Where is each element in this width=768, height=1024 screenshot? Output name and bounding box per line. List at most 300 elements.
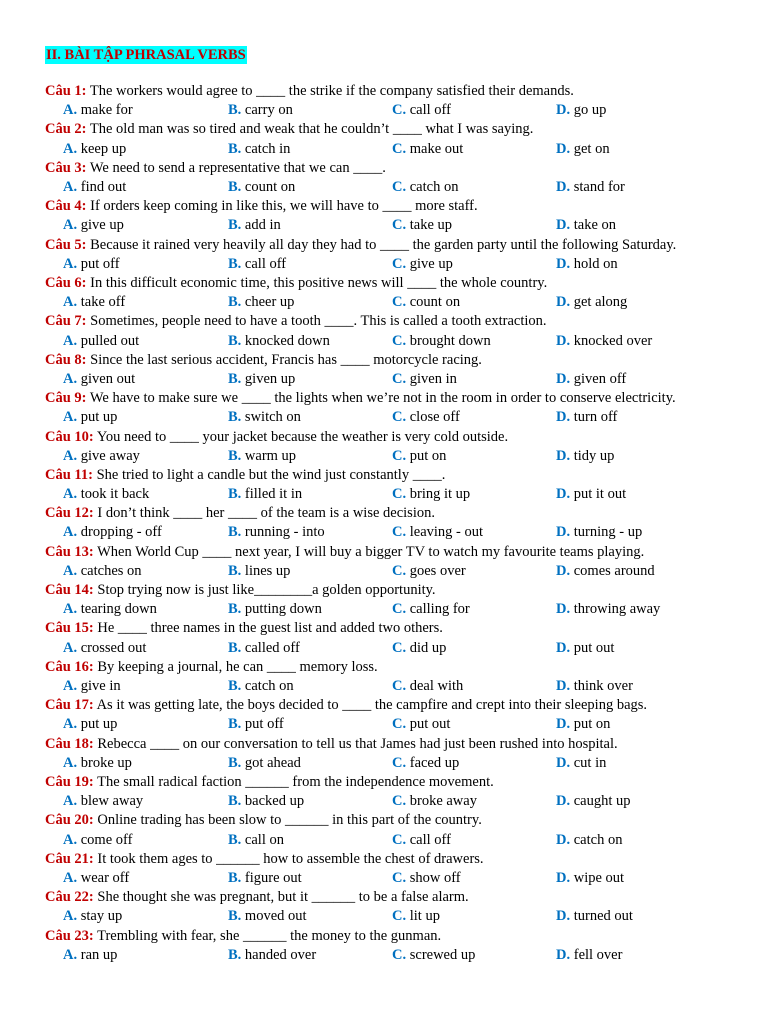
question-8 [45,351,745,389]
question-stem [45,274,745,293]
question-number: Câu 9: [45,390,87,407]
option-text: put on [409,447,447,464]
option-letter: A. [63,870,78,886]
question-11 [45,466,745,504]
option-letter: B. [228,716,242,733]
answer-options [45,792,745,811]
option-letter: D. [556,370,571,387]
option-d [556,946,622,965]
option-a [63,946,117,965]
question-stem [45,351,745,370]
question-stem [45,888,745,907]
option-text: tearing down [80,601,157,618]
answer-options [45,677,745,696]
option-d [556,293,627,312]
option-text: did up [409,639,447,656]
option-letter: B. [228,639,242,656]
option-a [63,332,139,351]
option-text: come off [80,831,133,848]
question-text: We need to send a representative that we can ____. [89,159,386,176]
option-text: stay up [80,908,123,925]
option-letter: A. [63,447,78,464]
option-c [392,332,491,351]
option-d [556,754,606,773]
option-letter: A. [63,754,78,771]
option-d [556,715,610,734]
option-letter: D. [556,255,571,272]
question-list [45,82,745,965]
option-letter: D. [556,102,571,119]
option-letter: B. [228,678,242,695]
option-letter: D. [556,294,571,311]
option-b [228,831,284,850]
option-a [63,408,117,427]
question-6 [45,274,745,312]
option-text: put out [573,639,615,656]
option-text: comes around [573,562,655,579]
option-letter: B. [228,332,242,349]
option-a [63,907,122,926]
option-d [556,101,606,120]
option-letter: C. [392,409,407,426]
option-text: leaving - out [409,524,484,541]
option-c [392,946,475,965]
answer-options [45,869,745,888]
option-c [392,677,463,696]
option-a [63,101,133,120]
option-c [392,523,483,542]
option-text: find out [80,178,127,195]
option-letter: C. [392,140,407,157]
question-stem [45,120,745,139]
option-d [556,792,631,811]
option-letter: D. [556,332,571,349]
option-letter: D. [556,678,571,695]
section-heading: II. BÀI TẬP PHRASAL VERBS [46,47,246,63]
option-a [63,523,162,542]
answer-options [45,408,745,427]
option-text: faced up [409,754,460,771]
question-text: In this difficult economic time, this positive news will ____ the whole country. [90,274,548,291]
question-text: You need to ____ your jacket because the weather is very cold outside. [96,428,509,445]
question-number: Câu 23: [45,927,94,944]
option-d [556,677,633,696]
option-text: wipe out [573,870,625,886]
option-d [556,639,614,658]
question-number: Câu 17: [45,697,94,714]
option-letter: D. [556,447,571,464]
option-text: bring it up [409,486,471,503]
option-text: take on [573,217,617,234]
option-a [63,485,149,504]
option-a [63,677,121,696]
option-letter: C. [392,524,407,541]
option-letter: B. [228,294,242,311]
option-text: think over [573,678,633,695]
option-text: add in [244,217,281,234]
option-text: turning - up [573,524,643,541]
question-text: The small radical faction ______ from the independence movement. [97,774,494,791]
option-text: brought down [409,332,491,349]
answer-options [45,754,745,773]
question-number: Câu 6: [45,274,87,291]
option-b [228,485,302,504]
question-4 [45,197,745,235]
answer-options [45,140,745,159]
option-letter: D. [556,639,571,656]
question-number: Câu 18: [45,735,94,752]
option-text: knocked over [573,332,653,349]
option-letter: A. [63,639,78,656]
question-number: Câu 7: [45,313,87,330]
option-letter: B. [228,946,242,963]
option-b [228,293,294,312]
option-a [63,370,135,389]
option-letter: C. [392,793,407,810]
option-letter: B. [228,793,242,810]
option-text: got ahead [244,754,301,771]
option-b [228,677,294,696]
option-text: given up [244,370,296,387]
option-c [392,255,453,274]
question-16 [45,658,745,696]
option-text: took it back [80,486,150,503]
question-text: The old man was so tired and weak that he couldn’t ____ what I was saying. [89,121,534,138]
option-d [556,831,622,850]
question-stem [45,619,745,638]
option-text: count on [409,294,461,311]
option-a [63,447,140,466]
option-text: catch on [244,678,294,695]
question-text: As it was getting late, the boys decided to ____ the campfire and crept into their sleeping bags. [96,697,648,714]
question-text: He ____ three names in the guest list and added two others. [97,620,443,637]
option-a [63,639,146,658]
option-text: hold on [573,255,618,272]
option-b [228,447,296,466]
option-letter: B. [228,562,242,579]
question-number: Câu 2: [45,121,87,138]
option-letter: A. [63,102,78,119]
option-letter: C. [392,217,407,234]
option-text: put on [573,716,611,733]
option-letter: C. [392,831,407,848]
question-number: Câu 20: [45,812,94,829]
question-number: Câu 12: [45,505,94,522]
question-stem [45,811,745,830]
question-stem [45,696,745,715]
option-d [556,216,616,235]
question-text: Sometimes, people need to have a tooth ____. This is called a tooth extraction. [90,313,547,330]
question-number: Câu 16: [45,658,94,675]
question-text: Trembling with fear, she ______ the money to the gunman. [97,927,442,944]
option-c [392,907,440,926]
option-text: give away [80,447,140,464]
option-letter: B. [228,255,242,272]
answer-options [45,907,745,926]
question-9 [45,389,745,427]
option-text: screwed up [409,946,476,963]
option-letter: D. [556,793,571,810]
option-b [228,140,290,159]
option-text: turned out [573,908,633,925]
option-text: filled it in [244,486,303,503]
question-text: By keeping a journal, he can ____ memory loss. [97,658,378,675]
option-d [556,447,614,466]
answer-options [45,485,745,504]
option-text: blew away [80,793,144,810]
option-letter: C. [392,370,407,387]
option-letter: D. [556,409,571,426]
option-letter: B. [228,178,242,195]
option-letter: D. [556,908,571,925]
option-text: given in [409,370,457,387]
option-text: put up [80,716,118,733]
question-stem [45,504,745,523]
option-d [556,140,610,159]
question-stem [45,773,745,792]
answer-options [45,178,745,197]
option-b [228,562,290,581]
question-21 [45,850,745,888]
option-letter: D. [556,524,571,541]
option-c [392,447,446,466]
option-letter: C. [392,754,407,771]
question-20 [45,811,745,849]
option-d [556,408,617,427]
option-c [392,370,457,389]
question-stem [45,735,745,754]
option-letter: C. [392,870,407,886]
question-text: Online trading has been slow to ______ in this part of the country. [97,812,482,829]
question-3 [45,159,745,197]
option-text: put off [80,255,120,272]
option-letter: C. [392,294,407,311]
option-c [392,792,477,811]
answer-options [45,255,745,274]
option-text: count on [244,178,296,195]
option-letter: A. [63,601,78,618]
question-17 [45,696,745,734]
option-b [228,101,293,120]
option-text: switch on [244,409,301,426]
option-letter: A. [63,524,78,541]
option-text: deal with [409,678,464,695]
option-a [63,754,132,773]
question-5 [45,236,745,274]
option-a [63,600,157,619]
option-c [392,178,458,197]
question-15 [45,619,745,657]
answer-options [45,101,745,120]
option-text: given off [573,370,627,387]
option-letter: C. [392,178,407,195]
option-text: put up [80,409,118,426]
question-22 [45,888,745,926]
option-c [392,140,463,159]
option-a [63,255,120,274]
option-c [392,715,450,734]
option-text: put off [244,716,284,733]
answer-options [45,370,745,389]
option-letter: B. [228,601,242,618]
option-b [228,715,284,734]
question-stem [45,543,745,562]
option-b [228,754,301,773]
option-letter: A. [63,793,78,810]
option-text: calling for [409,601,470,618]
worksheet-page [45,46,745,965]
option-text: lines up [244,562,291,579]
option-letter: B. [228,831,242,848]
option-text: cut in [573,754,607,771]
option-letter: C. [392,255,407,272]
question-text: We have to make sure we ____ the lights when we’re not in the room in order to conserve electricity. [89,390,676,407]
question-stem [45,236,745,255]
option-letter: B. [228,870,242,886]
option-letter: D. [556,562,571,579]
question-text: If orders keep coming in like this, we will have to ____ more staff. [90,198,478,215]
option-letter: B. [228,409,242,426]
option-text: call on [244,831,284,848]
answer-options [45,831,745,850]
question-number: Câu 19: [45,774,94,791]
option-letter: A. [63,409,78,426]
option-letter: A. [63,370,78,387]
option-text: given out [80,370,136,387]
option-text: fell over [573,946,623,963]
option-b [228,523,325,542]
answer-options [45,946,745,965]
option-text: warm up [244,447,297,464]
option-text: make out [409,140,464,157]
option-letter: C. [392,946,407,963]
question-stem [45,581,745,600]
option-letter: A. [63,562,78,579]
option-a [63,715,117,734]
option-text: catch on [573,831,623,848]
question-19 [45,773,745,811]
question-stem [45,466,745,485]
question-18 [45,735,745,773]
option-letter: B. [228,140,242,157]
answer-options [45,715,745,734]
option-letter: A. [63,678,78,695]
option-text: close off [409,409,460,426]
option-text: call off [409,831,451,848]
option-letter: B. [228,370,242,387]
option-d [556,523,642,542]
option-letter: B. [228,102,242,119]
option-text: backed up [244,793,305,810]
option-text: take up [409,217,453,234]
option-letter: A. [63,486,78,503]
question-stem [45,428,745,447]
option-c [392,293,460,312]
question-1 [45,82,745,120]
option-b [228,639,300,658]
option-a [63,178,126,197]
question-stem [45,197,745,216]
option-letter: A. [63,908,78,925]
answer-options [45,447,745,466]
question-text: When World Cup ____ next year, I will buy a bigger TV to watch my favourite teams playing. [97,543,645,560]
question-text: I don’t think ____ her ____ of the team is a wise decision. [97,505,435,522]
question-number: Câu 5: [45,236,87,253]
question-text: It took them ages to ______ how to assemble the chest of drawers. [97,850,484,867]
answer-options [45,523,745,542]
option-text: get along [573,294,628,311]
option-text: stand for [573,178,625,195]
option-b [228,600,322,619]
option-d [556,485,626,504]
option-text: make for [80,102,133,119]
question-stem [45,658,745,677]
question-text: Rebecca ____ on our conversation to tell us that James had just been rushed into hospital. [97,735,618,752]
option-b [228,408,301,427]
option-text: give up [80,217,124,234]
option-letter: C. [392,639,407,656]
option-text: broke away [409,793,477,810]
option-letter: D. [556,601,571,618]
question-number: Câu 15: [45,620,94,637]
answer-options [45,562,745,581]
option-letter: C. [392,562,407,579]
option-text: broke up [80,754,132,771]
question-10 [45,428,745,466]
option-text: figure out [244,870,302,886]
option-c [392,562,466,581]
option-c [392,639,446,658]
option-text: running - into [244,524,325,541]
option-b [228,332,330,351]
option-text: caught up [573,793,631,810]
option-text: ran up [80,946,118,963]
option-letter: A. [63,946,78,963]
question-2 [45,120,745,158]
option-letter: C. [392,601,407,618]
option-letter: B. [228,908,242,925]
option-b [228,178,295,197]
question-number: Câu 22: [45,889,94,906]
option-letter: A. [63,178,78,195]
option-text: carry on [244,102,293,119]
answer-options [45,639,745,658]
option-letter: B. [228,524,242,541]
option-text: dropping - off [80,524,162,541]
option-text: put it out [573,486,627,503]
option-text: give up [409,255,453,272]
option-text: goes over [409,562,466,579]
option-letter: D. [556,870,571,886]
option-c [392,216,452,235]
question-text: Since the last serious accident, Francis has ____ motorcycle racing. [90,351,482,368]
option-b [228,792,304,811]
option-a [63,869,129,888]
option-letter: D. [556,716,571,733]
question-stem [45,850,745,869]
question-number: Câu 4: [45,198,87,215]
option-letter: C. [392,332,407,349]
option-letter: A. [63,831,78,848]
option-b [228,869,302,888]
option-letter: B. [228,486,242,503]
option-letter: A. [63,140,78,157]
option-c [392,831,451,850]
option-text: show off [409,870,461,886]
option-letter: C. [392,102,407,119]
option-text: pulled out [80,332,140,349]
question-text: The workers would agree to ____ the strike if the company satisfied their demands. [89,83,574,99]
